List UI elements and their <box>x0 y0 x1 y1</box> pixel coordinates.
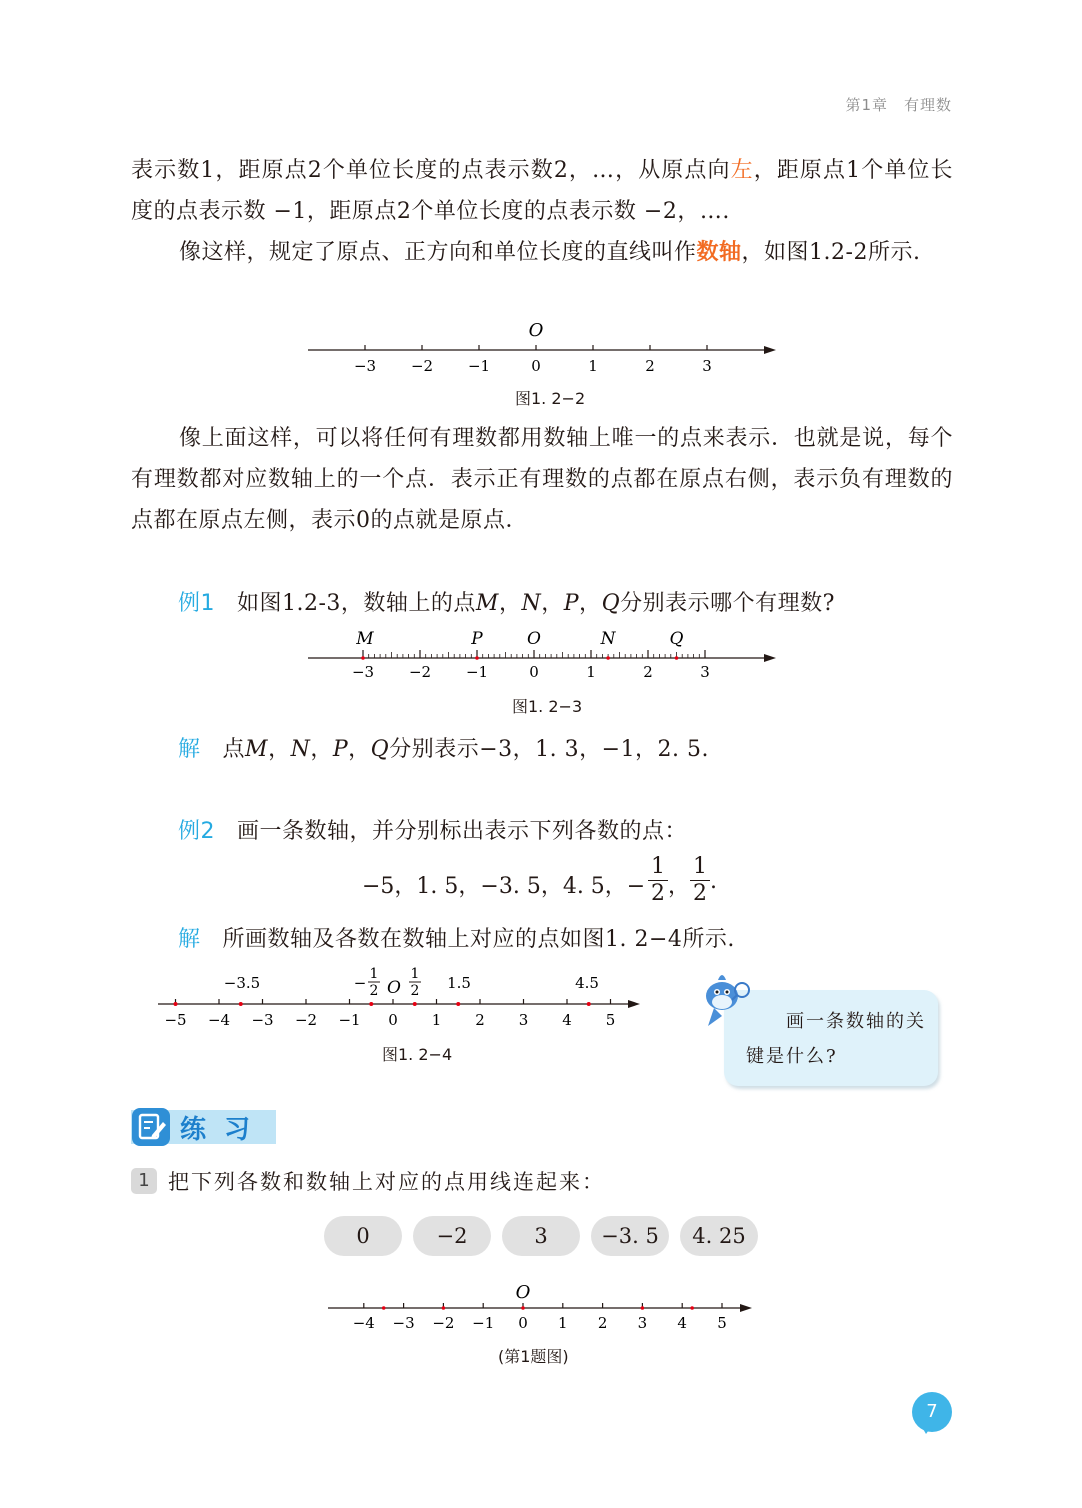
tick-label: 2 <box>643 663 653 681</box>
figure-1-2-3-number-line <box>300 624 790 684</box>
tick-label: 0 <box>388 1011 398 1029</box>
tick-label: 3 <box>702 357 712 375</box>
point-marker <box>174 1002 178 1006</box>
point-marker <box>361 656 365 660</box>
tick-label: −2 <box>410 357 434 375</box>
figure-caption: (第1题图) <box>498 1347 569 1366</box>
point-label: Q <box>669 629 684 649</box>
text-run: ， <box>668 874 691 899</box>
point-marker <box>587 1002 591 1006</box>
figure-1-2-2-number-line <box>300 316 790 380</box>
point-marker <box>641 1306 645 1310</box>
solution-label: 解 <box>178 927 201 952</box>
text-run: 如图1.2-3，数轴上的点 <box>237 591 476 616</box>
number-pill[interactable]: 3 <box>502 1216 580 1256</box>
tick-label: 1 <box>431 1011 442 1029</box>
label-minus-sign: − <box>353 974 367 992</box>
point-marker <box>675 656 679 660</box>
number-pill[interactable]: 0 <box>324 1216 402 1256</box>
fraction-2 <box>690 854 710 907</box>
text-run: 分别表示哪个有理数? <box>620 591 835 616</box>
example-1-solution <box>178 732 709 763</box>
point-marker <box>442 1306 446 1310</box>
label-half-numerator: 1 <box>410 966 420 982</box>
number-list-text: −5，1. 5，−3. 5，4. 5，− <box>362 874 646 899</box>
var-q: Q <box>370 737 390 762</box>
point-marker <box>475 656 479 660</box>
exercise-icon <box>132 1108 170 1146</box>
point-marker <box>456 1002 460 1006</box>
text-run: 所画数轴及各数在数轴上对应的点如图1. 2−4所示. <box>222 927 735 952</box>
point-label: M <box>356 629 374 649</box>
point-marker <box>690 1306 694 1310</box>
text-run: 像这样，规定了原点、正方向和单位长度的直线叫作 <box>179 240 697 265</box>
fraction-numerator: 1 <box>648 854 668 881</box>
tick-label: −1 <box>467 357 491 375</box>
tick-label: 1 <box>586 663 596 681</box>
example-1-label: 例1 <box>178 591 215 616</box>
keyword-number-line: 数轴 <box>696 240 742 265</box>
point-marker <box>239 1002 243 1006</box>
tip-bubble-text: 画一条数轴的关键是什么? <box>746 1011 926 1067</box>
example-2-label: 例2 <box>178 819 215 844</box>
tick-label: 3 <box>518 1011 529 1029</box>
running-header <box>845 94 952 115</box>
tick-label: −3 <box>392 1314 415 1332</box>
fraction-numerator: 1 <box>690 854 710 881</box>
tick-label: −1 <box>338 1011 361 1029</box>
figure-caption: 图1. 2−3 <box>512 697 583 716</box>
var-p: P <box>563 591 580 616</box>
tick-label: 4 <box>677 1314 687 1332</box>
point-label: N <box>600 629 616 649</box>
text-run: ，如图1.2-2所示. <box>741 240 921 265</box>
pencil-note-icon <box>132 1108 170 1146</box>
tick-label: 0 <box>531 357 541 375</box>
point-marker <box>382 1306 386 1310</box>
tick-label: 3 <box>637 1314 648 1332</box>
number-pill[interactable]: −3. 5 <box>591 1216 669 1256</box>
text-run: 表示数1，距原点2个单位长度的点表示数2，…，从原点向 <box>131 158 731 183</box>
text-run: ， <box>310 737 333 762</box>
tick-group <box>353 1303 727 1332</box>
label-4-5: 4.5 <box>575 974 599 992</box>
tick-label: 1 <box>558 1314 568 1332</box>
fraction-denominator: 2 <box>651 881 665 906</box>
tick-label: −3 <box>351 663 375 681</box>
point-marker <box>369 1002 373 1006</box>
text-run: 分别表示−3，1. 3，−1，2. 5. <box>389 737 710 762</box>
text-run: 点 <box>222 737 246 762</box>
axis-arrow <box>764 346 776 354</box>
origin-label: O <box>528 320 544 341</box>
label-half-denominator: 2 <box>410 983 420 999</box>
figure-caption: 图1. 2−4 <box>382 1045 453 1064</box>
text-run: ，距原点1个单位长度的点表示数 −1，距原点2个单位长度的点表示数 −2，…. <box>131 158 953 224</box>
axis-arrow <box>764 654 776 662</box>
var-m: M <box>475 591 499 616</box>
text-run: ， <box>348 737 371 762</box>
example-2-solution <box>178 922 735 953</box>
question-number: 1 <box>131 1168 157 1194</box>
page-number: 7 <box>912 1392 952 1432</box>
var-n: N <box>290 737 311 762</box>
tick-label: −1 <box>465 663 489 681</box>
var-m: M <box>245 737 269 762</box>
point-label: P <box>471 629 483 649</box>
figure-1-2-4-number-line <box>150 962 650 1034</box>
axis-arrow <box>740 1304 752 1312</box>
fraction-denominator: 2 <box>693 881 707 906</box>
origin-label: O <box>515 1282 531 1303</box>
tick-label: −2 <box>432 1314 455 1332</box>
exercise-title: 练习 <box>180 1115 269 1145</box>
tick-label: 0 <box>529 663 539 681</box>
chapter-number: 第1章 <box>845 96 888 114</box>
point-marker <box>521 1306 525 1310</box>
dolphin-mascot-icon <box>696 966 760 1032</box>
intro-paragraph-2 <box>131 232 953 273</box>
text-run: ， <box>541 591 564 616</box>
text-run: ， <box>498 591 522 616</box>
text-run: . <box>710 869 717 894</box>
tick-label: −4 <box>207 1011 231 1029</box>
point-marker <box>413 1002 417 1006</box>
keyword-left: 左 <box>730 158 754 183</box>
axis-arrow <box>628 1000 640 1008</box>
tick-label: −2 <box>294 1011 318 1029</box>
label-1-5: 1.5 <box>447 974 471 992</box>
tick-label: 2 <box>645 357 655 375</box>
point-label-group <box>355 629 683 649</box>
tick-label: −4 <box>352 1314 375 1332</box>
tick-label: 2 <box>475 1011 485 1029</box>
intro-paragraph-1 <box>131 150 953 232</box>
var-p: P <box>332 737 349 762</box>
number-pill[interactable]: 4. 25 <box>680 1216 758 1256</box>
fraction-1 <box>648 854 668 907</box>
label-half-numerator: 1 <box>369 966 379 982</box>
label-minus-3-5: −3.5 <box>223 974 261 992</box>
tick-label: 5 <box>605 1011 616 1029</box>
point-label: O <box>527 629 541 649</box>
tick-label: 4 <box>562 1011 572 1029</box>
tick-label: 2 <box>597 1314 608 1332</box>
tick-label: −3 <box>353 357 377 375</box>
tick-label: −3 <box>251 1011 274 1029</box>
chapter-title: 有理数 <box>903 96 952 114</box>
tick-label: 0 <box>518 1314 528 1332</box>
body-paragraph-3: 像上面这样，可以将任何有理数都用数轴上唯一的点来表示．也就是说，每个有理数都对应数轴上的一个点．表示正有理数的点都在原点右侧，表示负有理数的点都在原点左侧，表示0的点就是原点． <box>131 426 953 533</box>
solution-label: 解 <box>178 737 201 762</box>
point-marker <box>606 656 610 660</box>
text-run: ， <box>268 737 291 762</box>
tick-label: 5 <box>717 1314 727 1332</box>
tick-label: −5 <box>164 1011 187 1029</box>
tick-group <box>352 650 710 681</box>
tick-label: 1 <box>588 357 598 375</box>
tick-label: −2 <box>408 663 432 681</box>
number-pill[interactable]: −2 <box>413 1216 491 1256</box>
text-run: ， <box>579 591 602 616</box>
label-half-denominator: 2 <box>369 983 379 999</box>
exercise-number-line <box>320 1278 760 1338</box>
origin-label: O <box>387 978 401 998</box>
example-2-question <box>178 814 687 845</box>
tick-label: −1 <box>472 1314 495 1332</box>
var-n: N <box>521 591 542 616</box>
question-1-text: 把下列各数和数轴上对应的点用线连起来： <box>168 1170 605 1194</box>
tick-label: 3 <box>700 663 710 681</box>
figure-caption: 图1. 2−2 <box>515 389 586 408</box>
text-run: 画一条数轴，并分别标出表示下列各数的点： <box>237 819 688 844</box>
example-1-question <box>178 586 835 617</box>
var-q: Q <box>601 591 621 616</box>
